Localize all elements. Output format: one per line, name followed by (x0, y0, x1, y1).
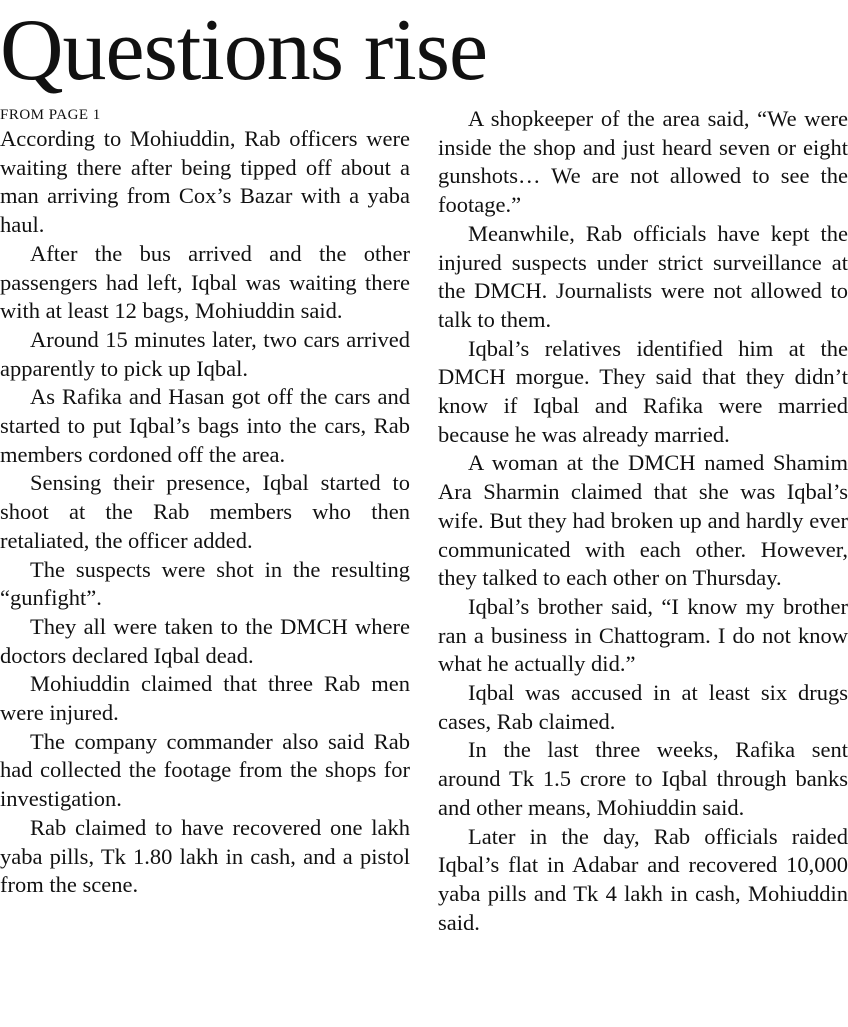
paragraph: A woman at the DMCH named Shamim Ara Sharmin claimed that she was Iqbal’s wife. But they had broken up and hardly ever communicated with each other. However, they talked to each other on Thursday. (438, 450, 848, 591)
paragraph: Around 15 minutes later, two cars arrived apparently to pick up Iqbal. (0, 326, 410, 381)
paragraph: Iqbal’s brother said, “I know my brother ran a business in Chattogram. I do not know what he actually did.” (438, 593, 848, 677)
paragraph: According to Mohiuddin, Rab officers were waiting there after being tipped off about a man arriving from Cox’s Bazar with a yaba haul. (0, 126, 410, 238)
paragraph: Rab claimed to have recovered one lakh yaba pills, Tk 1.80 lakh in cash, and a pistol from the scene. (0, 814, 410, 898)
paragraph: A shopkeeper of the area said, “We were inside the shop and just heard seven or eight gunshots… We are not allowed to see the footage.” (438, 106, 848, 218)
paragraph: They all were taken to the DMCH where doctors declared Iqbal dead. (0, 613, 410, 668)
paragraph: As Rafika and Hasan got off the cars and started to put Iqbal’s bags into the cars, Rab members cordoned off the area. (0, 384, 410, 467)
paragraph: Later in the day, Rab officials raided Iqbal’s flat in Adabar and recovered 10,000 yaba pills and Tk 4 lakh in cash, Mohiuddin said. (438, 823, 848, 935)
paragraph: In the last three weeks, Rafika sent around Tk 1.5 crore to Iqbal through banks and other means, Mohiuddin said. (438, 737, 848, 820)
headline: Questions rise (0, 2, 488, 99)
paragraph: Sensing their presence, Iqbal started to shoot at the Rab members who then retaliated, the officer added. (0, 470, 410, 553)
article-column-left (0, 105, 410, 900)
paragraph: The suspects were shot in the resulting “gunfight”. (0, 556, 410, 611)
paragraph: Mohiuddin claimed that three Rab men were injured. (0, 671, 410, 726)
paragraph: Meanwhile, Rab officials have kept the injured suspects under strict surveillance at the DMCH. Journalists were not allowed to talk to them. (438, 220, 848, 332)
paragraph: Iqbal was accused in at least six drugs cases, Rab claimed. (438, 680, 848, 734)
paragraph: After the bus arrived and the other passengers had left, Iqbal was waiting there with at least 12 bags, Mohiuddin said. (0, 240, 410, 324)
paragraph: The company commander also said Rab had collected the footage from the shops for investigation. (0, 728, 410, 812)
continuation-kicker: FROM PAGE 1 (0, 107, 101, 123)
article-column-right (438, 105, 848, 937)
paragraph: Iqbal’s relatives identified him at the DMCH morgue. They said that they didn’t know if Iqbal and Rafika were married because he was already married. (438, 335, 848, 447)
